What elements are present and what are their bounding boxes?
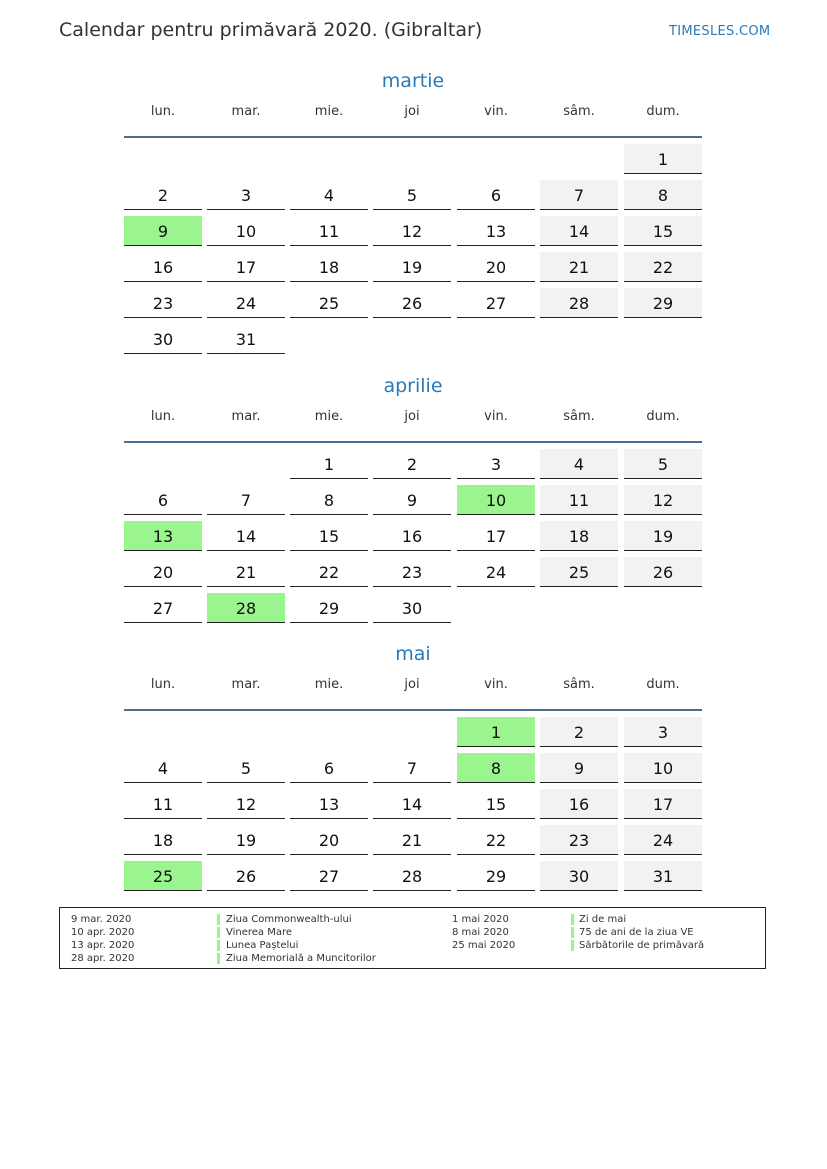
weekday-header bbox=[124, 673, 702, 699]
holiday-color-swatch bbox=[217, 927, 220, 938]
weekday-label: mar. bbox=[231, 677, 261, 692]
day-cell: 21 bbox=[540, 252, 618, 282]
day-cell: 1 bbox=[624, 144, 702, 174]
day-cell: 19 bbox=[207, 825, 285, 855]
day-cell: 11 bbox=[290, 216, 368, 246]
day-cell: 22 bbox=[624, 252, 702, 282]
legend-holiday-name: Ziua Commonwealth-ului bbox=[226, 914, 352, 925]
holiday-day-cell: 10 bbox=[457, 485, 535, 515]
day-cell: 19 bbox=[624, 521, 702, 551]
day-cell: 16 bbox=[540, 789, 618, 819]
holiday-day-cell: 13 bbox=[124, 521, 202, 551]
holiday-day-cell: 28 bbox=[207, 593, 285, 623]
day-cell: 30 bbox=[124, 324, 202, 354]
weekday-header bbox=[124, 100, 702, 126]
day-cell: 22 bbox=[290, 557, 368, 587]
day-cell: 4 bbox=[124, 753, 202, 783]
day-cell: 5 bbox=[373, 180, 451, 210]
legend-holiday-name: Lunea Paștelui bbox=[226, 940, 299, 951]
holiday-color-swatch bbox=[571, 914, 574, 925]
month-name: aprilie bbox=[383, 375, 443, 397]
day-cell: 14 bbox=[540, 216, 618, 246]
day-cell: 13 bbox=[457, 216, 535, 246]
weekday-label: mie. bbox=[314, 409, 344, 424]
day-cell: 7 bbox=[373, 753, 451, 783]
day-cell: 23 bbox=[124, 288, 202, 318]
day-cell: 14 bbox=[373, 789, 451, 819]
day-cell: 25 bbox=[540, 557, 618, 587]
weekday-label: dum. bbox=[646, 677, 680, 692]
day-cell: 23 bbox=[373, 557, 451, 587]
day-cell: 8 bbox=[290, 485, 368, 515]
day-cell: 29 bbox=[290, 593, 368, 623]
day-cell: 23 bbox=[540, 825, 618, 855]
day-cell: 18 bbox=[540, 521, 618, 551]
day-cell: 22 bbox=[457, 825, 535, 855]
day-cell: 24 bbox=[207, 288, 285, 318]
day-cell: 3 bbox=[207, 180, 285, 210]
weekday-label: dum. bbox=[646, 409, 680, 424]
day-cell: 9 bbox=[540, 753, 618, 783]
day-cell: 27 bbox=[124, 593, 202, 623]
site-logo[interactable]: TIMESLES.COM bbox=[669, 24, 771, 39]
day-cell: 27 bbox=[457, 288, 535, 318]
weekday-label: dum. bbox=[646, 104, 680, 119]
legend-holiday-name: Vinerea Mare bbox=[226, 927, 293, 938]
legend-date: 9 mar. 2020 bbox=[71, 914, 132, 925]
legend-date: 8 mai 2020 bbox=[452, 927, 509, 938]
day-cell: 2 bbox=[373, 449, 451, 479]
day-cell: 18 bbox=[124, 825, 202, 855]
page-title: Calendar pentru primăvară 2020. (Gibraltar) bbox=[59, 19, 483, 41]
day-cell: 30 bbox=[373, 593, 451, 623]
day-cell: 21 bbox=[207, 557, 285, 587]
holiday-color-swatch bbox=[217, 940, 220, 951]
legend-holiday-name: Ziua Memorială a Muncitorilor bbox=[226, 953, 376, 964]
day-cell: 15 bbox=[457, 789, 535, 819]
day-cell: 10 bbox=[207, 216, 285, 246]
weekday-header bbox=[124, 405, 702, 431]
day-cell: 18 bbox=[290, 252, 368, 282]
holiday-day-cell: 1 bbox=[457, 717, 535, 747]
weekday-label: mie. bbox=[314, 677, 344, 692]
header-rule bbox=[124, 709, 702, 711]
weekday-label: sâm. bbox=[563, 677, 595, 692]
holiday-color-swatch bbox=[217, 953, 220, 964]
day-cell: 31 bbox=[624, 861, 702, 891]
weekday-label: joi bbox=[404, 409, 420, 424]
month-aprilie bbox=[124, 375, 702, 618]
day-cell: 12 bbox=[624, 485, 702, 515]
day-cell: 6 bbox=[124, 485, 202, 515]
day-cell: 12 bbox=[207, 789, 285, 819]
day-cell: 7 bbox=[207, 485, 285, 515]
weekday-label: vin. bbox=[484, 104, 508, 119]
weekday-label: joi bbox=[404, 104, 420, 119]
day-cell: 5 bbox=[624, 449, 702, 479]
weekday-label: lun. bbox=[150, 409, 176, 424]
day-cell: 29 bbox=[457, 861, 535, 891]
weekday-label: sâm. bbox=[563, 409, 595, 424]
day-cell: 4 bbox=[540, 449, 618, 479]
day-cell: 26 bbox=[624, 557, 702, 587]
day-cell: 24 bbox=[457, 557, 535, 587]
weekday-label: mar. bbox=[231, 409, 261, 424]
day-cell: 6 bbox=[290, 753, 368, 783]
month-name: mai bbox=[395, 643, 431, 665]
weekday-label: lun. bbox=[150, 104, 176, 119]
day-cell: 8 bbox=[624, 180, 702, 210]
day-cell: 17 bbox=[624, 789, 702, 819]
day-cell: 16 bbox=[373, 521, 451, 551]
month-name: martie bbox=[381, 70, 445, 92]
header-rule bbox=[124, 136, 702, 138]
day-cell: 17 bbox=[457, 521, 535, 551]
month-mai bbox=[124, 643, 702, 886]
weekday-label: mie. bbox=[314, 104, 344, 119]
day-cell: 9 bbox=[373, 485, 451, 515]
weekday-label: vin. bbox=[484, 409, 508, 424]
holiday-day-cell: 8 bbox=[457, 753, 535, 783]
day-cell: 2 bbox=[540, 717, 618, 747]
day-cell: 16 bbox=[124, 252, 202, 282]
legend-date: 1 mai 2020 bbox=[452, 914, 509, 925]
day-cell: 2 bbox=[124, 180, 202, 210]
holiday-day-cell: 25 bbox=[124, 861, 202, 891]
day-cell: 29 bbox=[624, 288, 702, 318]
legend-date: 28 apr. 2020 bbox=[71, 953, 135, 964]
day-cell: 5 bbox=[207, 753, 285, 783]
month-martie bbox=[124, 70, 702, 349]
day-cell: 11 bbox=[124, 789, 202, 819]
day-cell: 20 bbox=[457, 252, 535, 282]
day-cell: 26 bbox=[373, 288, 451, 318]
day-cell: 11 bbox=[540, 485, 618, 515]
legend-holiday-name: Zi de mai bbox=[579, 914, 627, 925]
legend-date: 10 apr. 2020 bbox=[71, 927, 135, 938]
day-cell: 14 bbox=[207, 521, 285, 551]
legend-holiday-name: Sărbătorile de primăvară bbox=[579, 940, 705, 951]
day-cell: 6 bbox=[457, 180, 535, 210]
weekday-label: sâm. bbox=[563, 104, 595, 119]
day-cell: 10 bbox=[624, 753, 702, 783]
day-cell: 15 bbox=[290, 521, 368, 551]
holiday-color-swatch bbox=[217, 914, 220, 925]
holiday-day-cell: 9 bbox=[124, 216, 202, 246]
day-cell: 24 bbox=[624, 825, 702, 855]
day-cell: 3 bbox=[457, 449, 535, 479]
day-cell: 26 bbox=[207, 861, 285, 891]
weekday-label: joi bbox=[404, 677, 420, 692]
legend-date: 25 mai 2020 bbox=[452, 940, 516, 951]
day-cell: 28 bbox=[540, 288, 618, 318]
weekday-label: mar. bbox=[231, 104, 261, 119]
day-cell: 12 bbox=[373, 216, 451, 246]
day-cell: 21 bbox=[373, 825, 451, 855]
day-cell: 20 bbox=[290, 825, 368, 855]
weekday-label: lun. bbox=[150, 677, 176, 692]
day-cell: 31 bbox=[207, 324, 285, 354]
day-cell: 20 bbox=[124, 557, 202, 587]
day-cell: 1 bbox=[290, 449, 368, 479]
holiday-color-swatch bbox=[571, 927, 574, 938]
legend-holiday-name: 75 de ani de la ziua VE bbox=[579, 927, 694, 938]
holiday-color-swatch bbox=[571, 940, 574, 951]
legend-date: 13 apr. 2020 bbox=[71, 940, 135, 951]
day-cell: 4 bbox=[290, 180, 368, 210]
holiday-legend bbox=[59, 907, 766, 969]
day-cell: 25 bbox=[290, 288, 368, 318]
day-cell: 3 bbox=[624, 717, 702, 747]
day-cell: 17 bbox=[207, 252, 285, 282]
header-rule bbox=[124, 441, 702, 443]
day-cell: 7 bbox=[540, 180, 618, 210]
day-cell: 28 bbox=[373, 861, 451, 891]
day-cell: 19 bbox=[373, 252, 451, 282]
day-cell: 15 bbox=[624, 216, 702, 246]
day-cell: 30 bbox=[540, 861, 618, 891]
day-cell: 13 bbox=[290, 789, 368, 819]
weekday-label: vin. bbox=[484, 677, 508, 692]
day-cell: 27 bbox=[290, 861, 368, 891]
